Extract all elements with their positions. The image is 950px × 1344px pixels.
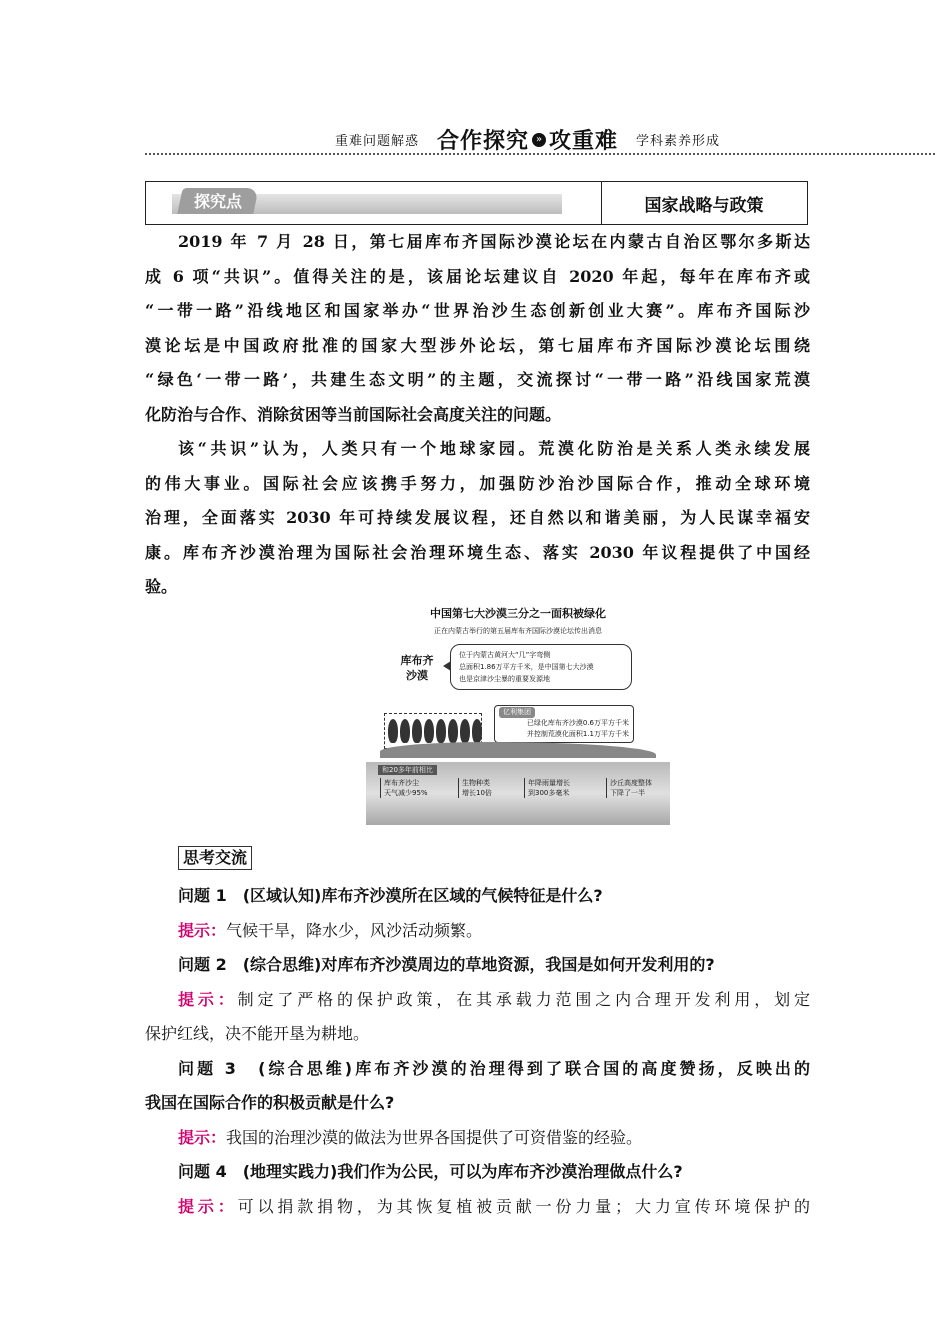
figure-trees-icon [388, 719, 482, 743]
answer-2-cont: 保护红线，决不能开垦为耕地。 [145, 1024, 370, 1043]
topic-banner [146, 182, 602, 224]
paragraph-1 [145, 225, 810, 432]
paragraph-line: 2019 年 7 月 28 日，第七届库布齐国际沙漠论坛在内蒙古自治区鄂尔多斯达 [178, 232, 810, 251]
paragraph-line: 漠论坛是中国政府批准的国家大型涉外论坛，第七届库布齐国际沙漠论坛围绕 [145, 335, 810, 355]
header-title-part2: 攻重难 [549, 129, 619, 154]
paragraph-line: 治理，全面落实 2030 年可持续发展议程，还自然以和谐美丽，为人民谋幸福安 [145, 508, 810, 527]
question-4: 问题 4 (地理实践力)我们作为公民，可以为库布齐沙漠治理做点什么? [178, 1162, 683, 1181]
paragraph-line: 的伟大事业。国际社会应该携手努力，加强防沙治沙国际合作，推动全球环境 [145, 473, 810, 493]
figure-stat: 沙丘高度整体 下降了一半 [606, 778, 652, 798]
header-dotted-divider [145, 153, 935, 155]
figure-bottom-tag: 和20多年前相比 [378, 765, 437, 775]
answer-4: 提示：可以捐款捐物，为其恢复植被贡献一份力量；大力宣传环境保护的 [178, 1196, 810, 1216]
question-1: 问题 1 (区域认知)库布齐沙漠所在区域的气候特征是什么? [178, 886, 603, 905]
figure-stat: 年降雨量增长 到300多毫米 [524, 778, 570, 798]
paragraph-line: 验。 [145, 577, 178, 596]
header-title-part1: 合作探究 [437, 129, 530, 154]
figure-group-tag: 亿利集团 [499, 707, 535, 718]
question-3-cont: 我国在国际合作的积极贡献是什么? [145, 1093, 395, 1112]
answer-2: 提示：制定了严格的保护政策，在其承载力范围之内合理开发利用，划定 [178, 989, 810, 1009]
question-3: 问题 3 (综合思维)库布齐沙漠的治理得到了联合国的高度赞扬，反映出的 [178, 1058, 810, 1078]
header-right-label: 学科素养形成 [636, 134, 721, 149]
section-header [145, 122, 935, 158]
figure-group-box: 亿利集团 已绿化库布齐沙漠0.6万平方千米 并控制荒漠化面积1.1万平方千米 [494, 705, 634, 743]
topic-title: 国家战略与政策 [644, 195, 764, 216]
header-row [335, 124, 720, 155]
paragraph-line: 康。库布齐沙漠治理为国际社会治理环境生态、落实 2030 年议程提供了中国经 [145, 542, 810, 562]
paragraph-line: “一带一路”沿线地区和国家举办“世界治沙生态创新创业大赛”。库布齐国际沙 [145, 301, 810, 320]
figure-subtitle: 正在内蒙古举行的第五届库布齐国际沙漠论坛传出消息 [434, 627, 602, 635]
paragraph-line: 成 6 项“共识”。值得关注的是，该届论坛建议自 2020 年起，每年在库布齐或 [145, 266, 810, 286]
figure-place-label: 库布齐 沙漠 [400, 654, 434, 682]
infographic-figure [366, 601, 670, 825]
figure-title: 中国第七大沙漠三分之一面积被绿化 [430, 607, 606, 620]
paragraph-2 [145, 432, 810, 605]
questions-block [145, 879, 810, 1224]
figure-stat: 库布齐沙尘 天气减少95% [380, 778, 428, 798]
header-arrow-icon: » [532, 133, 546, 147]
figure-ground [380, 742, 656, 758]
topic-tab-label: 探究点 [194, 192, 243, 211]
paragraph-line: 该“共识”认为，人类只有一个地球家园。荒漠化防治是关系人类永续发展 [178, 439, 810, 458]
question-2: 问题 2 (综合思维)对库布齐沙漠周边的草地资源，我国是如何开发利用的? [178, 955, 715, 974]
answer-1: 提示：气候干旱，降水少，风沙活动频繁。 [178, 920, 483, 940]
paragraph-line: “绿色‘一带一路’，共建生态文明”的主题，交流探讨“一带一路”沿线国家荒漠 [145, 370, 810, 389]
header-left-label: 重难问题解惑 [335, 134, 420, 149]
answer-3: 提示：我国的治理沙漠的做法为世界各国提供了可资借鉴的经验。 [178, 1127, 643, 1147]
topic-box [145, 181, 808, 225]
paragraph-line: 化防治与合作、消除贫困等当前国际社会高度关注的问题。 [145, 404, 562, 424]
figure-stat: 生物种类 增长10倍 [458, 778, 492, 798]
think-heading: 思考交流 [178, 846, 252, 870]
figure-speech-bubble: 位于内蒙古黄河大“几”字弯侧 总面积1.86万平方千米，是中国第七大沙漠 也是京津沙尘暴的重要发源地 [450, 644, 632, 690]
